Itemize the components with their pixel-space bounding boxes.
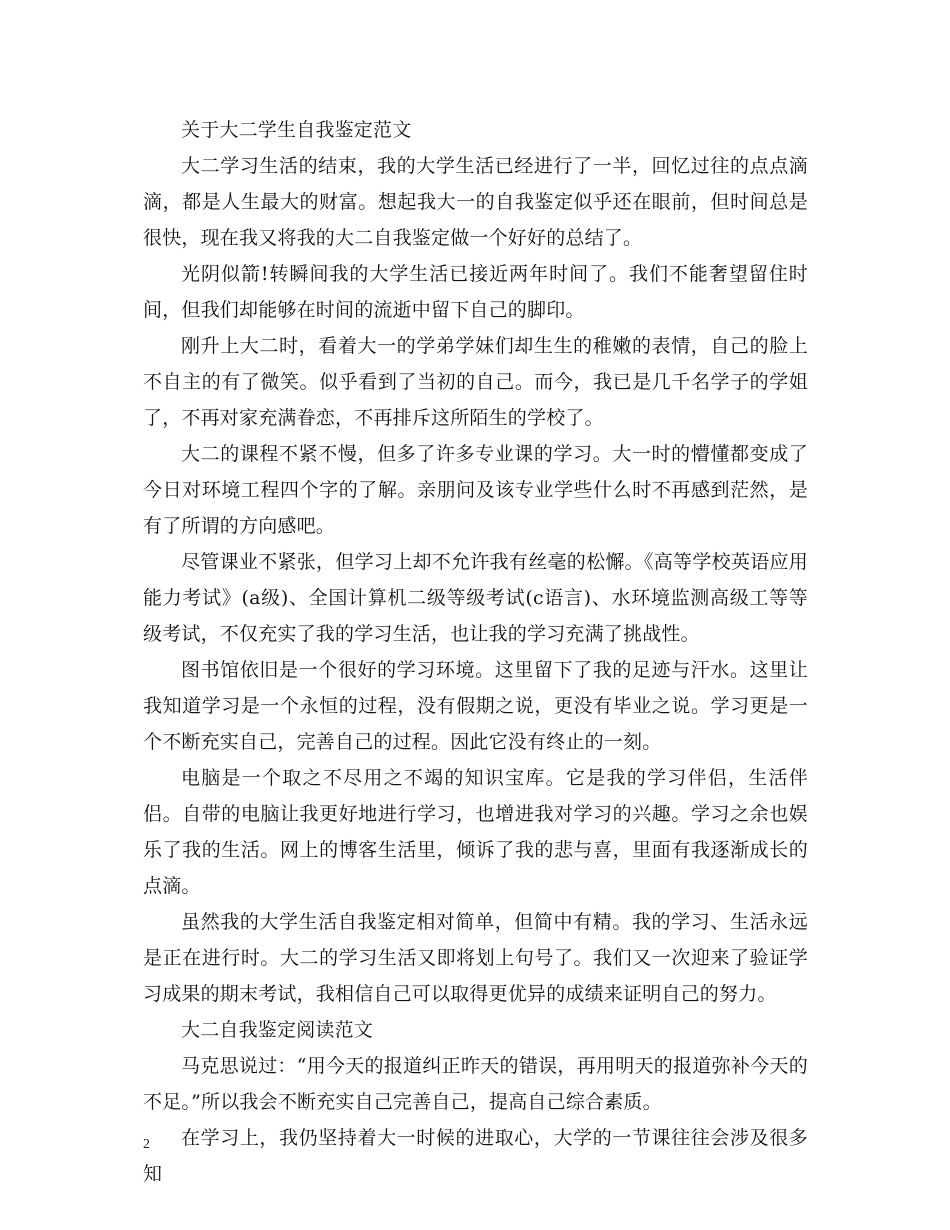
paragraph: 尽管课业不紧张，但学习上却不允许我有丝毫的松懈。《高等学校英语应用能力考试》(a级)、全国计算机二级等级考试(c语言)、水环境监测高级工等等级考试，不仅充实了我的学习生活，也让我的学习充满了挑战性。 [143,551,808,645]
paragraph: 马克思说过：“用今天的报道纠正昨天的错误，再用明天的报道弥补今天的不足。”所以我会不断充实自己完善自己，提高自己综合素质。 [143,1055,808,1113]
paragraph: 在学习上，我仍坚持着大一时候的进取心，大学的一节课往往会涉及很多知 [143,1127,808,1185]
paragraph: 虽然我的大学生活自我鉴定相对简单，但简中有精。我的学习、生活永远是正在进行时。大二的学习生活又即将划上句号了。我们又一次迎来了验证学习成果的期末考试，我相信自己可以取得更优异的成绩来证明自己的努力。 [143,911,808,1005]
document-title: 关于大二学生自我鉴定范文 [181,119,412,141]
paragraph: 大二学习生活的结束，我的大学生活已经进行了一半，回忆过往的点点滴滴，都是人生最大的财富。想起我大一的自我鉴定似乎还在眼前，但时间总是很快，现在我又将我的大二自我鉴定做一个好好的总结了。 [143,155,808,249]
page-number: 2 [143,1137,150,1152]
paragraph: 电脑是一个取之不尽用之不竭的知识宝库。它是我的学习伴侣，生活伴侣。自带的电脑让我更好地进行学习，也增进我对学习的兴趣。学习之余也娱乐了我的生活。网上的博客生活里，倾诉了我的悲与喜，里面有我逐渐成长的点滴。 [143,767,808,897]
paragraph: 图书馆依旧是一个很好的学习环境。这里留下了我的足迹与汗水。这里让我知道学习是一个永恒的过程，没有假期之说，更没有毕业之说。学习更是一个不断充实自己，完善自己的过程。因此它没有终止的一刻。 [143,659,808,753]
paragraph: 光阴似箭!转瞬间我的大学生活已接近两年时间了。我们不能奢望留住时间，但我们却能够在时间的流逝中留下自己的脚印。 [143,263,808,321]
paragraph: 刚升上大二时，看着大一的学弟学妹们却生生的稚嫩的表情，自己的脸上不自主的有了微笑。似乎看到了当初的自己。而今，我已是几千名学子的学姐了，不再对家充满眷恋，不再排斥这所陌生的学校了。 [143,335,808,429]
section-heading: 大二自我鉴定阅读范文 [181,1019,374,1041]
document-body [143,112,808,1192]
paragraph: 大二的课程不紧不慢，但多了许多专业课的学习。大一时的懵懂都变成了今日对环境工程四个字的了解。亲朋问及该专业学些什么时不再感到茫然，是有了所谓的方向感吧。 [143,443,808,537]
